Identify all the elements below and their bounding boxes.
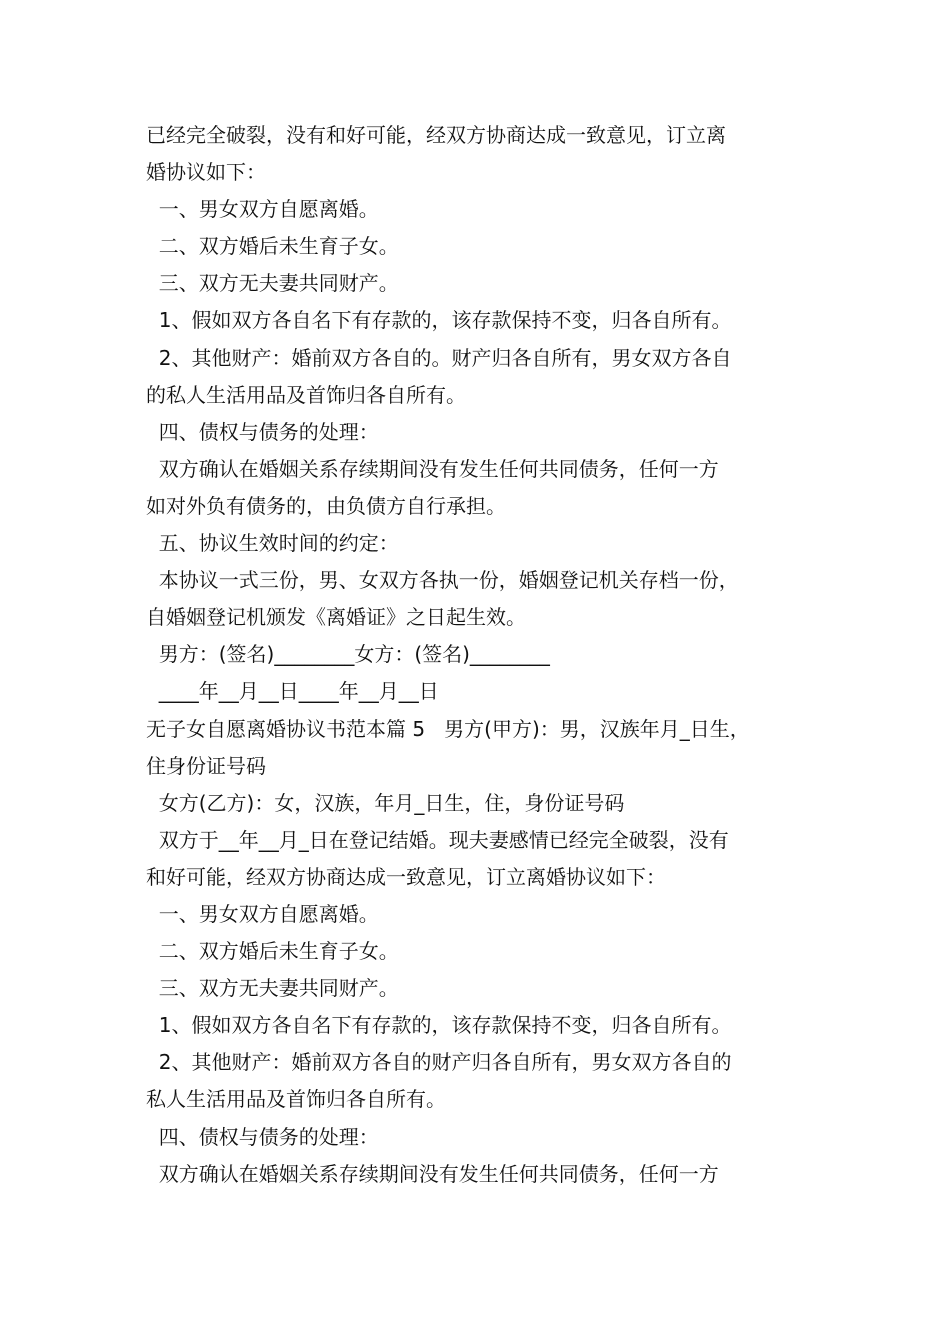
text-line: 双方确认在婚姻关系存续期间没有发生任何共同债务，任何一方 [146,1161,719,1186]
text-line: 如对外负有债务的，由负债方自行承担。 [146,493,506,518]
text-line: 和好可能，经双方协商达成一致意见，订立离婚协议如下： [146,864,666,889]
text-line: 1、假如双方各自名下有存款的，该存款保持不变，归各自所有。 [146,1013,732,1038]
text-line: 二、双方婚后未生育子女。 [146,234,399,259]
text-line: 一、男女双方自愿离婚。 [146,197,379,222]
text-line: 双方于__年__月_日在登记结婚。现夫妻感情已经完全破裂，没有 [146,827,729,852]
text-line: 已经完全破裂，没有和好可能，经双方协商达成一致意见，订立离 [146,123,726,147]
text-line: 三、双方无夫妻共同财产。 [146,976,399,1001]
text-line: 五、协议生效时间的约定： [146,531,399,556]
text-line: 女方(乙方)：女，汉族，年月_日生，住，身份证号码 [146,790,625,815]
signature-line: 男方：(签名)________女方：(签名)________ [146,642,550,667]
text-line: 四、债权与债务的处理： [146,1124,379,1149]
text-line: 二、双方婚后未生育子女。 [146,939,399,964]
text-line: 四、债权与债务的处理： [146,419,379,444]
section-title-line: 无子女自愿离婚协议书范本篇 5 男方(甲方)：男，汉族年月_日生， [146,716,750,741]
text-line: 2、其他财产：婚前双方各自的。财产归各自所有，男女双方各自 [146,345,732,370]
text-line: 的私人生活用品及首饰归各自所有。 [146,382,466,407]
text-line: 婚协议如下： [146,160,266,185]
text-line: 双方确认在婚姻关系存续期间没有发生任何共同债务，任何一方 [146,456,719,481]
text-line: 三、双方无夫妻共同财产。 [146,271,399,296]
text-line: 1、假如双方各自名下有存款的，该存款保持不变，归各自所有。 [146,308,732,333]
text-line: 自婚姻登记机颁发《离婚证》之日起生效。 [146,605,526,630]
text-line: 一、男女双方自愿离婚。 [146,901,379,926]
text-line: 私人生活用品及首饰归各自所有。 [146,1087,446,1112]
text-line: 住身份证号码 [146,753,266,778]
document-body [146,117,816,1193]
date-line: ____年__月__日____年__月__日 [146,679,439,704]
text-line: 本协议一式三份，男、女双方各执一份，婚姻登记机关存档一份， [146,568,739,593]
text-line: 2、其他财产：婚前双方各自的财产归各自所有，男女双方各自的 [146,1050,732,1075]
